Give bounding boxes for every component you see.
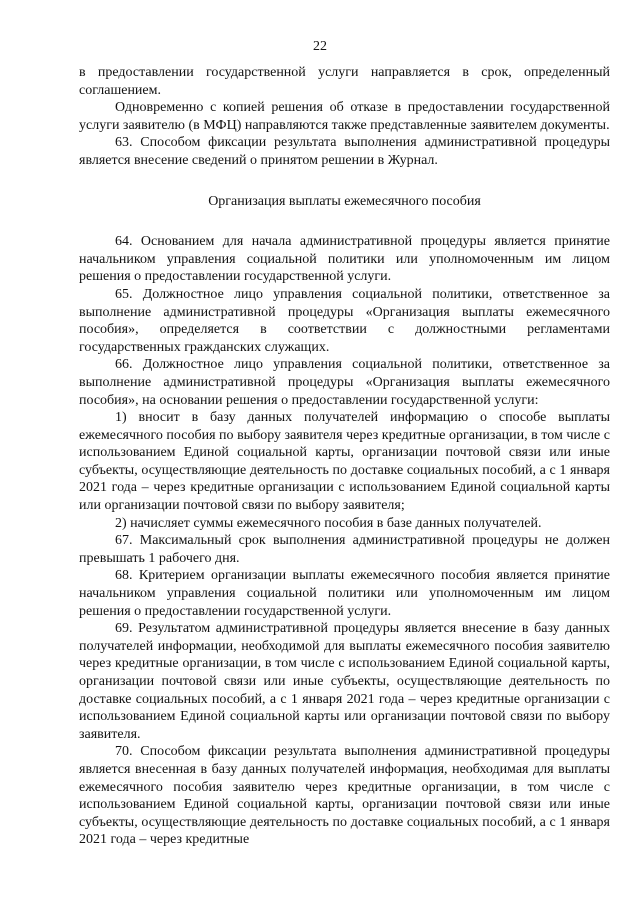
document-body xyxy=(79,64,610,849)
paragraph-64: 64. Основанием для начала административной процедуры является принятие начальником управления социальной политики или уполномоченным им лицом решения о предоставлении государственной услуги. xyxy=(79,234,610,285)
paragraph-66: 66. Должностное лицо управления социальной политики, ответственное за выполнение административной процедуры «Организация выплаты ежемесячного пособия», на основании решения о предоставлении государственной услуги: xyxy=(79,357,610,408)
paragraph-continuation: в предоставлении государственной услуги направляется в срок, определенный соглашением. xyxy=(79,65,610,98)
paragraph-65: 65. Должностное лицо управления социальной политики, ответственное за выполнение административной процедуры «Организация выплаты ежемесячного пособия», определяется в соответствии с должностными регламентами государственных гражданских служащих. xyxy=(79,286,610,355)
paragraph-70: 70. Способом фиксации результата выполнения административной процедуры является внесенная в базу данных получателей информация, необходимая для выплаты ежемесячного пособия заявителю через кредитные организации, в том числе с использованием Единой социальной карты, организации почтовой связи или иные субъекты, осуществляющие деятельность по доставке социальных пособий, а с 1 января 2021 года – через кредитные xyxy=(79,744,610,848)
paragraph: Одновременно с копией решения об отказе в предоставлении государственной услуги заявителю (в МФЦ) направляются также представленные заявителем документы. xyxy=(79,100,610,133)
paragraph-66-item-1: 1) вносит в базу данных получателей информацию о способе выплаты ежемесячного пособия по выбору заявителя через кредитные организации, в том числе с использованием Единой социальной карты, организации почтовой связи или иные субъекты, осуществляющие деятельность по доставке социальных пособий, а с 1 января 2021 года – через кредитные организации с использованием Единой социальной карты или организации почтовой связи по выбору заявителя; xyxy=(79,410,610,514)
paragraph-69: 69. Результатом административной процедуры является внесение в базу данных получателей информации, необходимой для выплаты ежемесячного пособия заявителю через кредитные организации, в том числе с использованием Единой социальной карты, организации почтовой связи или иные субъекты, осуществляющие деятельность по доставке социальных пособий, а с 1 января 2021 года – через кредитные организации с использованием Единой социальной карты или организации почтовой связи по выбору заявителя. xyxy=(79,621,610,742)
paragraph-66-item-2: 2) начисляет суммы ежемесячного пособия в базе данных получателей. xyxy=(115,515,542,531)
page-number: 22 xyxy=(313,39,327,54)
paragraph-67: 67. Максимальный срок выполнения административной процедуры не должен превышать 1 рабочего дня. xyxy=(79,533,610,566)
paragraph-63: 63. Способом фиксации результата выполнения административной процедуры является внесение сведений о принятом решении в Журнал. xyxy=(79,135,610,168)
paragraph-68: 68. Критерием организации выплаты ежемесячного пособия является принятие начальником управления социальной политики или уполномоченным им лицом решения о предоставлении государственной услуги. xyxy=(79,568,610,619)
section-title: Организация выплаты ежемесячного пособия xyxy=(208,193,481,209)
